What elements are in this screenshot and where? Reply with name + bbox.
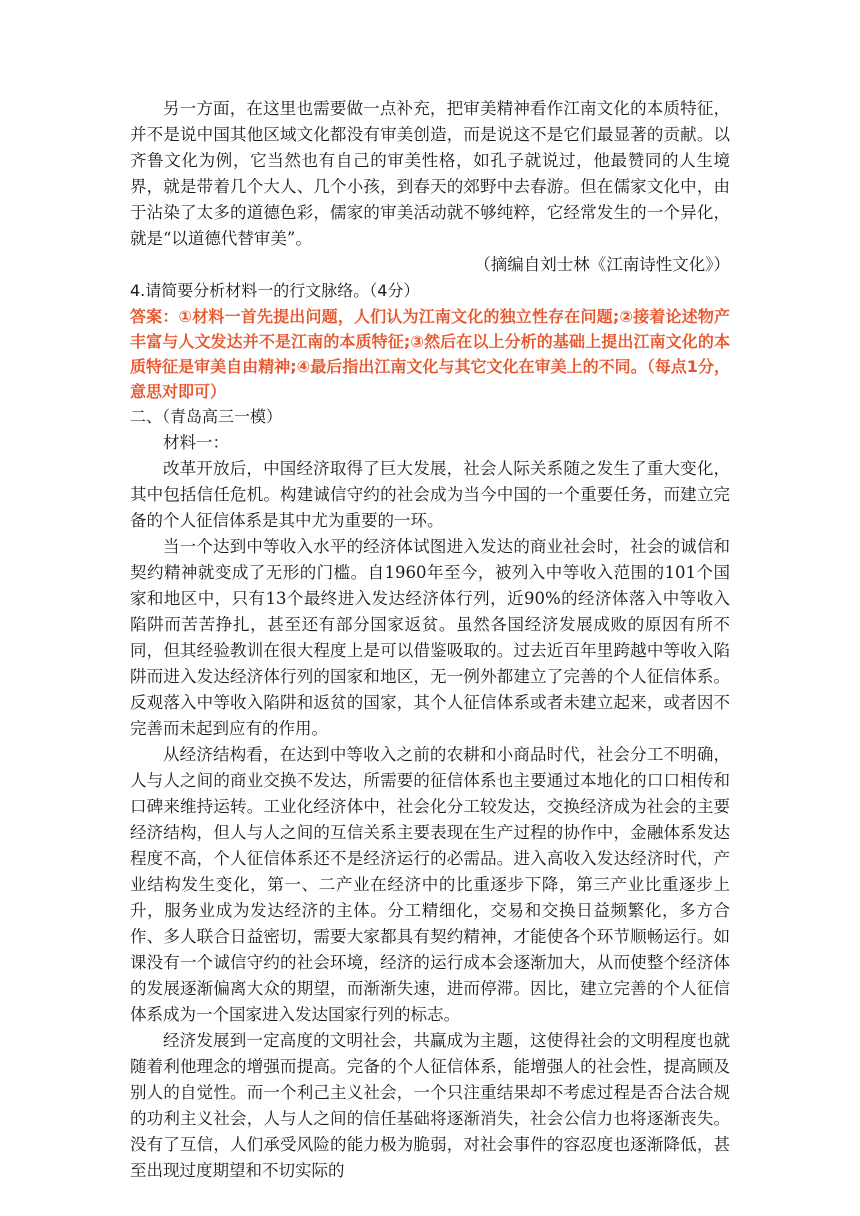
paragraph-civilized-society: 经济发展到一定高度的文明社会，共赢成为主题，这使得社会的文明程度也就随着利他理念的增强而提高。完备的个人征信体系，能增强人的社会性，提高顾及别人的自觉性。而一个利己主义社会，一个只注重结果却不考虑过程是否合法合规的功利主义社会，人与人之间的信任基础将逐渐消失，社会公信力也将逐渐丧失。没有了互信，人们承受风险的能力极为脆弱，对社会事件的容忍度也逐渐降低，甚至出现过度期望和不切实际的 (130, 1031, 730, 1180)
document-content (130, 96, 730, 1184)
paragraph-reform-trust: 改革开放后，中国经济取得了巨大发展，社会人际关系随之发生了重大变化，其中包括信任危机。构建诚信守约的社会成为当今中国的一个重要任务，而建立完备的个人征信体系是其中尤为重要的一环。 (130, 459, 730, 530)
paragraph-middle-income: 当一个达到中等收入水平的经济体试图进入发达的商业社会时，社会的诚信和契约精神就变成了无形的门槛。自1960年至今，被列入中等收入范围的101个国家和地区中，只有13个最终进入发达经济体行列，近90%的经济体落入中等收入陷阱而苦苦挣扎，甚至还有部分国家返贫。虽然各国经济发展成败的原因有所不同，但其经验教训在很大程度上是可以借鉴吸取的。过去近百年里跨越中等收入陷阱而进入发达经济体行列的国家和地区，无一例外都建立了完善的个人征信体系。反观落入中等收入陷阱和返贫的国家，其个人征信体系或者未建立起来，或者因不完善而未起到应有的作用。 (130, 537, 730, 738)
source-citation: （摘编自刘士林《江南诗性文化》） (474, 255, 730, 274)
paragraph-economic-structure: 从经济结构看，在达到中等收入之前的农耕和小商品时代，社会分工不明确，人与人之间的商业交换不发达，所需要的征信体系也主要通过本地化的口口相传和口碑来维持运转。工业化经济体中，社会化分工较发达，交换经济成为社会的主要经济结构，但人与人之间的互信关系主要表现在生产过程的协作中，金融体系发达程度不高，个人征信体系还不是经济运行的必需品。进入高收入发达经济时代，产业结构发生变化，第一、二产业在经济中的比重逐步下降，第三产业比重逐步上升，服务业成为发达经济的主体。分工精细化，交易和交换日益频繁化，多方合作、多人联合日益密切，需要大家都具有契约精神，才能使各个环节顺畅运行。如课没有一个诚信守约的社会环境，经济的运行成本会逐渐加大，从而使整个经济体的发展逐渐偏离大众的期望，而渐渐失速，进而停滞。因比，建立完善的个人征信体系成为一个国家进入发达国家行列的标志。 (130, 745, 730, 1024)
material-heading-1: 材料一： (163, 433, 229, 452)
answer-4: 答案：①材料一首先提出问题，人们认为江南文化的独立性存在问题;②接着论述物产丰富与人文发达并不是江南的本质特征;③然后在以上分析的基础上提出江南文化的本质特征是审美自由精神;④最后指出江南文化与其它文化在审美上的不同。（每点1分，意思对即可） (130, 307, 730, 401)
paragraph-aesthetic-supplement: 另一方面，在这里也需要做一点补充，把审美精神看作江南文化的本质特征，并不是说中国其他区域文化都没有审美创造，而是说这不是它们最显著的贡献。以齐鲁文化为例，它当然也有自己的审美性格，如孔子就说过，他最赞同的人生境界，就是带着几个大人、几个小孩，到春天的郊野中去春游。但在儒家文化中，由于沾染了太多的道德色彩，儒家的审美活动就不够纯粹，它经常发生的一个异化，就是“以道德代替审美”。 (130, 99, 730, 248)
section-heading-2: 二、（青岛高三一模） (130, 407, 283, 426)
question-4: 4.请简要分析材料一的行文脉络。（4分） (130, 281, 420, 300)
